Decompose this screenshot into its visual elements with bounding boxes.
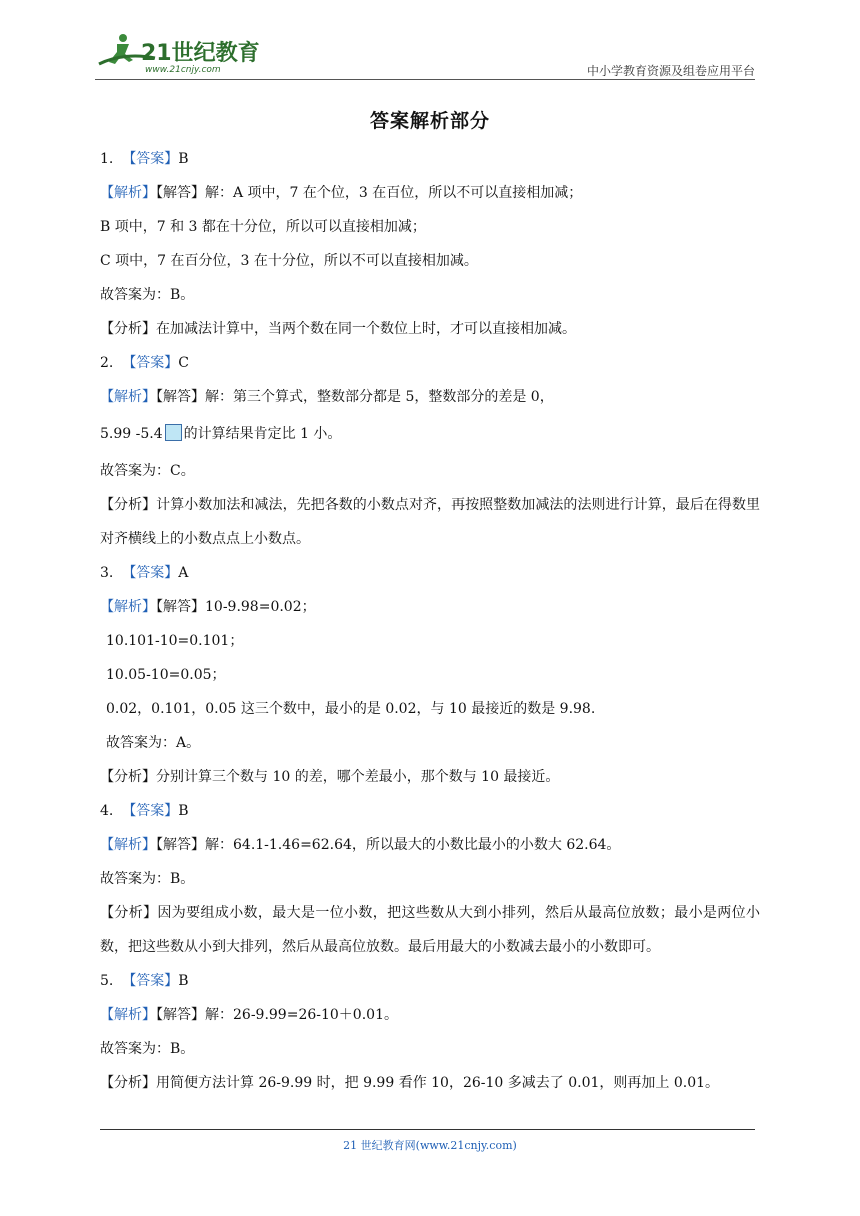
fenxi-line-4: 【分析】因为要组成小数，最大是一位小数，把这些数从大到小排列，然后从最高位放数；最小是两位小数，把这些数从小到大排列，然后从最高位放数。最后用最大的小数减去最小的小数即可。 (100, 905, 760, 955)
blank-box-icon (165, 424, 182, 441)
footer-link[interactable]: 21 世纪教育网(www.21cnjy.com) (343, 1139, 517, 1152)
analysis-line-5: 【解析】【解答】解：26-9.99=26-10＋0.01。 (100, 1007, 398, 1023)
text-line: C 项中，7 在百分位，3 在十分位，所以不可以直接相加减。 (100, 253, 478, 269)
logo-21cnjy (95, 30, 265, 76)
analysis-line-3: 【解析】【解答】10-9.98=0.02； (100, 599, 316, 615)
text-line: 故答案为：C。 (100, 463, 195, 479)
text-line: 10.101-10=0.101； (106, 633, 244, 649)
answer-line-4: 4. 【答案】B (100, 803, 189, 819)
text-line: 0.02，0.101，0.05 这三个数中，最小的是 0.02，与 10 最接近的数是 9.98. (106, 701, 596, 717)
text-line: B 项中，7 和 3 都在十分位，所以可以直接相加减； (100, 219, 426, 235)
analysis-line-4: 【解析】【解答】解：64.1-1.46=62.64，所以最大的小数比最小的小数大 62.64。 (100, 837, 621, 853)
analysis-line-2: 【解析】【解答】解：第三个算式，整数部分都是 5，整数部分的差是 0， (100, 389, 554, 405)
text-line: 故答案为：B。 (100, 287, 195, 303)
answer-content (100, 142, 760, 1100)
fenxi-line-2: 【分析】计算小数加法和减法，先把各数的小数点对齐，再按照整数加减法的法则进行计算，最后在得数里对齐横线上的小数点点上小数点。 (100, 497, 760, 547)
svg-text:www.21cnjy.com: www.21cnjy.com (145, 65, 221, 75)
text-line: 10.05-10=0.05； (106, 667, 226, 683)
svg-text:21世纪教育: 21世纪教育 (141, 41, 260, 66)
answer-line-1: 1. 【答案】B (100, 151, 189, 167)
platform-name: 中小学教育资源及组卷应用平台 (586, 64, 755, 78)
footer-divider (100, 1129, 755, 1130)
expression-line: 5.99 -5.4 的计算结果肯定比 1 小。 (100, 426, 342, 442)
text-line: 故答案为：B。 (100, 871, 195, 887)
answer-line-3: 3. 【答案】A (100, 565, 189, 581)
fenxi-line-1: 【分析】在加减法计算中，当两个数在同一个数位上时，才可以直接相加减。 (100, 321, 576, 337)
answer-line-2: 2. 【答案】C (100, 355, 189, 371)
header-divider (95, 79, 755, 80)
text-line: 故答案为：A。 (106, 735, 201, 751)
fenxi-line-5: 【分析】用简便方法计算 26-9.99 时，把 9.99 看作 10，26-10 多减去了 0.01，则再加上 0.01。 (100, 1075, 720, 1091)
page-header (95, 30, 755, 80)
answer-line-5: 5. 【答案】B (100, 973, 189, 989)
text-line: 故答案为：B。 (100, 1041, 195, 1057)
fenxi-line-3: 【分析】分别计算三个数与 10 的差，哪个差最小，那个数与 10 最接近。 (100, 769, 560, 785)
analysis-line-1: 【解析】【解答】解：A 项中，7 在个位，3 在百位，所以不可以直接相加减； (100, 185, 583, 201)
page-title: 答案解析部分 (369, 110, 490, 132)
